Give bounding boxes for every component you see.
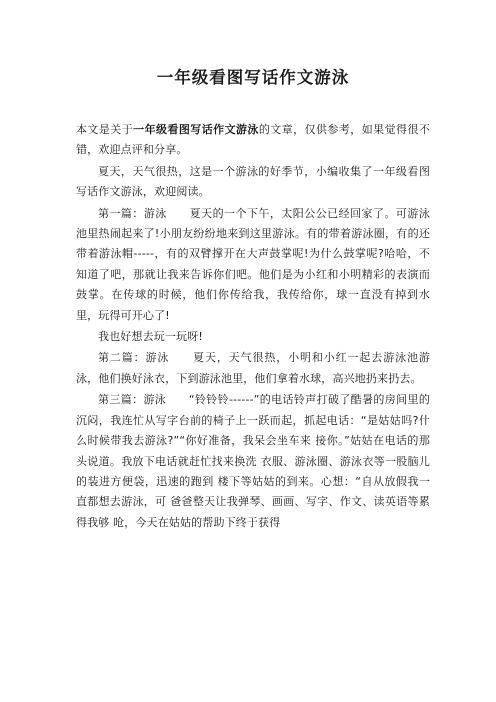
- intro-paragraph: [76, 120, 430, 161]
- intro-keyword: 一年级看图写话作文游泳: [133, 123, 259, 136]
- body-paragraph-1: 夏天，天气很热，这是一个游泳的好季节，小编收集了一年级看图写话作文游泳，欢迎阅读。: [76, 164, 430, 199]
- intro-prefix: 本文是关于: [76, 123, 134, 136]
- document-title: 一年级看图写话作文游泳: [156, 68, 350, 87]
- body-paragraph-3: 我也好想去玩一玩呀!: [98, 330, 203, 344]
- body-paragraph-4: 第二篇：游泳 夏天，天气很热，小明和小红一起去游泳池游泳，他们换好泳衣，下到游泳池里，他们拿着水球，高兴地扔来扔去。: [76, 351, 430, 385]
- body-paragraph-5: 第三篇：游泳 “铃铃铃------”的电话铃声打破了酷暑的房间里的 沉闷，我连忙从写字台前的椅子上一跃而起，抓起电话：“是姑姑吗?什么时候带我去游泳?”“你好准备，我呆会坐车来 接你。”姑姑在电话的那头说道。我放下电话就赶忙找来换洗 衣服、游泳圈、游泳衣等一股脑儿的装进方便袋，迅速的跑到 楼下等姑姑的到来。心想：“自从放假我一直都想去游泳，可 爸爸整天让我弹琴、画画、写字、作文、读英语等累得我够 呛，今天在姑姑的帮助下终于获得: [76, 393, 430, 529]
- intro-suffix: 的文章，仅供参考，如果觉得很不错，欢迎点评和分享。: [76, 123, 431, 157]
- body-paragraph-2: 第一篇：游泳 夏天的一个下午，太阳公公已经回家了。可游泳池里热闹起来了!小朋友纷纷地来到这里游泳。有的带着游泳圈，有的还带着游泳帽-----，有的双臂撑开在大声鼓掌呢!为什么鼓掌呢?哈哈，不知道了吧，那就让我来告诉你们吧。他们是为小红和小明精彩的表演而鼓掌。在传球的时候，他们你传给我，我传给你，球一直没有掉到水里，玩得可开心了!: [76, 206, 430, 322]
